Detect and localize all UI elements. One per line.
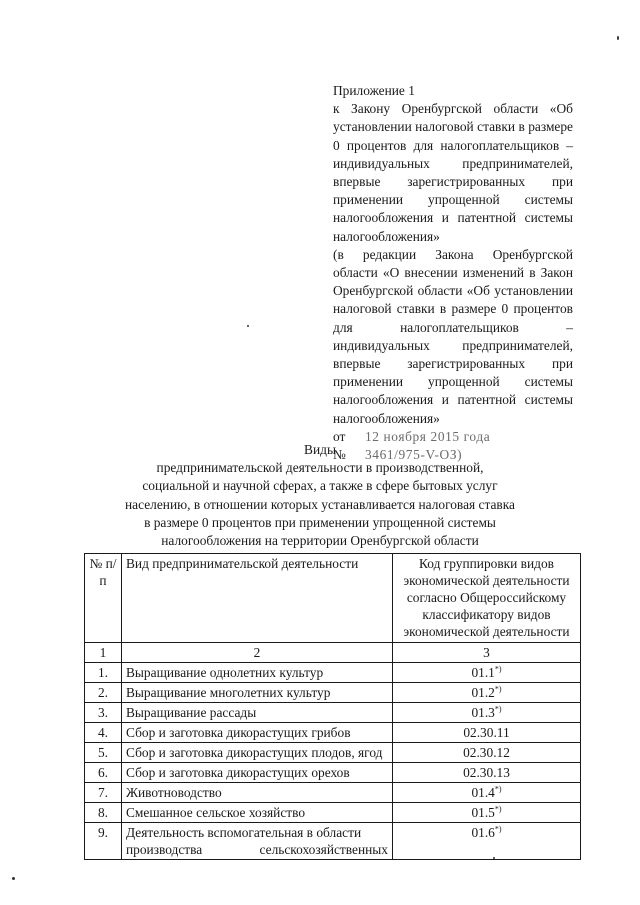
footnote-mark: *) xyxy=(494,704,502,714)
row-code xyxy=(393,803,581,823)
row-num: 4. xyxy=(85,723,122,743)
scan-speck xyxy=(617,36,619,40)
table-row xyxy=(85,783,581,803)
heading-line: социальной и научной сферах, а также в сфере бытовых услуг xyxy=(142,478,498,494)
table-row xyxy=(85,703,581,723)
heading-line: населению, в отношении которых устанавливается налоговая ставка xyxy=(125,496,515,512)
column-number: 3 xyxy=(393,643,581,663)
activity-line: Деятельность вспомогательная в области xyxy=(126,825,362,840)
appendix-title: Приложение 1 xyxy=(333,83,415,98)
row-code xyxy=(393,743,581,763)
code-value: 01.2 xyxy=(471,685,495,700)
row-activity: Выращивание рассады xyxy=(122,703,393,723)
heading-line: предпринимательской деятельности в производственной, xyxy=(156,460,484,476)
scan-speck xyxy=(12,877,15,880)
row-code xyxy=(393,703,581,723)
law-reference: к Закону Оренбургской области «Об установлении налоговой ставки в размере 0 процентов для налогоплательщиков – индивидуальных предпринимателей, впервые зарегистрированных при применении упрощенной системы налогообложения и патентной системы налогообложения» xyxy=(333,101,573,244)
number-value: 3461/975-V-ОЗ) xyxy=(365,447,463,463)
row-code xyxy=(393,683,581,703)
footnote-mark: *) xyxy=(494,804,502,814)
column-number: 1 xyxy=(85,643,122,663)
row-num: 9. xyxy=(85,823,122,860)
row-num: 6. xyxy=(85,763,122,783)
row-num: 5. xyxy=(85,743,122,763)
table-row xyxy=(85,763,581,783)
row-code xyxy=(393,823,581,860)
row-num: 3. xyxy=(85,703,122,723)
footnote-mark: *) xyxy=(494,684,502,694)
code-value: 01.6 xyxy=(471,825,495,840)
row-code xyxy=(393,723,581,743)
code-value: 01.3 xyxy=(471,705,495,720)
heading-line: налогообложения на территории Оренбургской области xyxy=(161,533,479,549)
activity-word: сельскохозяйственных xyxy=(259,842,388,857)
header-activity: Вид предпринимательской деятельности xyxy=(122,554,393,643)
header-code: Код группировки видов экономической деятельности согласно Общероссийскому классификатору видов экономической деятельности xyxy=(393,554,581,643)
code-value: 02.30.12 xyxy=(463,745,510,760)
row-num: 1. xyxy=(85,663,122,683)
footnote-mark: *) xyxy=(494,784,502,794)
table-row xyxy=(85,663,581,683)
row-activity: Выращивание однолетних культур xyxy=(122,663,393,683)
code-value: 01.4 xyxy=(471,785,495,800)
code-value: 02.30.13 xyxy=(463,765,510,780)
footnote-mark: *) xyxy=(494,824,502,834)
table-row xyxy=(85,743,581,763)
footnote-mark: *) xyxy=(494,664,502,674)
table-row xyxy=(85,803,581,823)
code-value: 01.1 xyxy=(471,665,495,680)
row-activity: Выращивание многолетних культур xyxy=(122,683,393,703)
appendix-block xyxy=(333,82,573,464)
activities-table xyxy=(84,553,581,860)
edition-reference: (в редакции Закона Оренбургской области «О внесении изменений в Закон Оренбургской области «Об установлении налоговой ставки в размере 0 процентов для налогоплательщиков – индивидуальных предпринимателей, впервые зарегистрированных при применении упрощенной системы налогообложения и патентной системы налогообложения» xyxy=(333,246,573,426)
table-row xyxy=(85,823,581,860)
date-value: 12 ноября 2015 года xyxy=(365,428,491,444)
number-label: № xyxy=(333,447,346,463)
row-activity: Сбор и заготовка дикорастущих орехов xyxy=(122,763,393,783)
row-num: 7. xyxy=(85,783,122,803)
heading-line: в размере 0 процентов при применении упрощенной системы xyxy=(144,514,496,530)
activity-line xyxy=(126,841,388,858)
row-code xyxy=(393,663,581,683)
row-activity xyxy=(122,823,393,860)
date-label: от xyxy=(333,428,346,444)
table-header-row xyxy=(85,554,581,643)
row-activity: Животноводство xyxy=(122,783,393,803)
code-value: 01.5 xyxy=(471,805,495,820)
table-row xyxy=(85,723,581,743)
code-value: 02.30.11 xyxy=(463,725,510,740)
activity-word: производства xyxy=(126,842,203,857)
row-activity: Сбор и заготовка дикорастущих грибов xyxy=(122,723,393,743)
table-row xyxy=(85,683,581,703)
row-activity: Смешанное сельское хозяйство xyxy=(122,803,393,823)
header-num: № п/п xyxy=(85,554,122,643)
scan-speck xyxy=(493,857,495,859)
row-num: 2. xyxy=(85,683,122,703)
heading-title: Виды xyxy=(304,442,336,457)
row-num: 8. xyxy=(85,803,122,823)
row-code xyxy=(393,783,581,803)
document-heading xyxy=(100,441,540,550)
column-number-row xyxy=(85,643,581,663)
row-activity: Сбор и заготовка дикорастущих плодов, ягод xyxy=(122,743,393,763)
scan-speck xyxy=(247,325,249,327)
column-number: 2 xyxy=(122,643,393,663)
row-code xyxy=(393,763,581,783)
